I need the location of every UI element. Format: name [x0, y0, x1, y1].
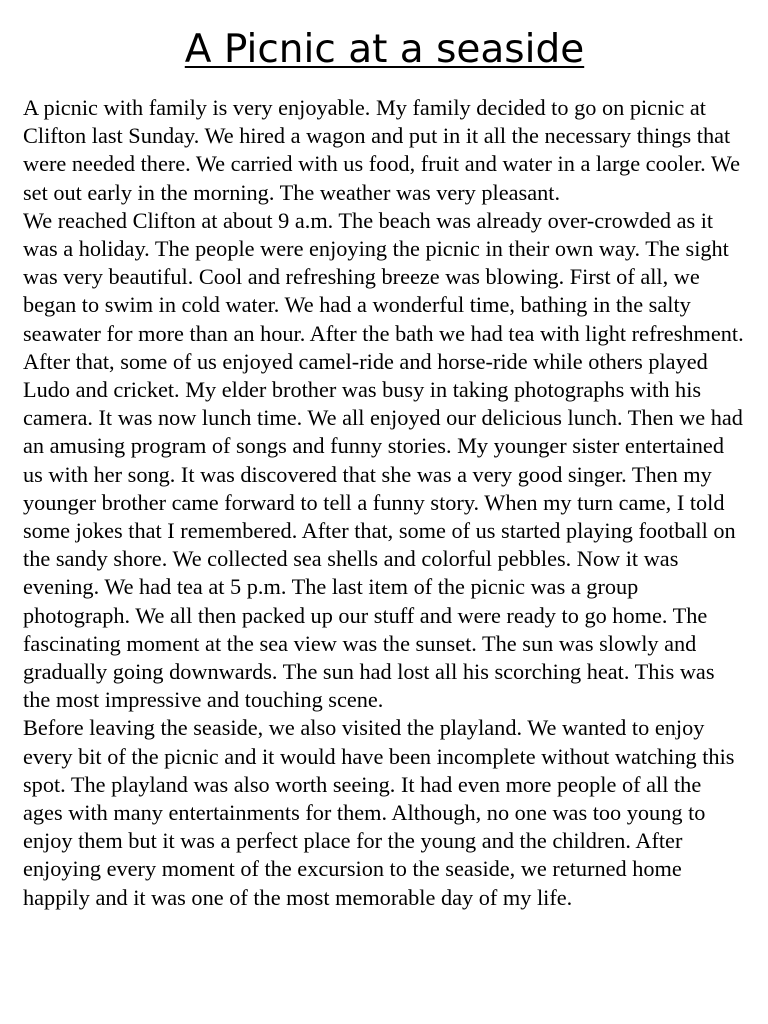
paragraph-3: Before leaving the seaside, we also visited the playland. We wanted to enjoy every bit of the picnic and it would have been incomplete without watching this spot. The playland was also worth seeing. It had even more people of all the ages with many entertainments for them. Although, no one was too young to enjoy them but it was a perfect place for the young and the children. After enjoying every moment of the excursion to the seaside, we returned home happily and it was one of the most memorable day of my life. — [23, 715, 735, 910]
paragraph-1: A picnic with family is very enjoyable. My family decided to go on picnic at Clifton last Sunday. We hired a wagon and put in it all the necessary things that were needed there. We carried with us food, fruit and water in a large cooler. We set out early in the morning. The weather was very pleasant. — [23, 95, 741, 205]
document-title: A Picnic at a seaside — [184, 27, 585, 72]
document-body — [23, 94, 746, 912]
paragraph-2: We reached Clifton at about 9 a.m. The beach was already over-crowded as it was a holiday. The people were enjoying the picnic in their own way. The sight was very beautiful. Cool and refreshing breeze was blowing. First of all, we began to swim in cold water. We had a wonderful time, bathing in the salty seawater for more than an hour. After the bath we had tea with light refreshment. After that, some of us enjoyed camel-ride and horse-ride while others played Ludo and cricket. My elder brother was busy in taking photographs with his camera. It was now lunch time. We all enjoyed our delicious lunch. Then we had an amusing program of songs and funny stories. My younger sister entertained us with her song. It was discovered that she was a very good singer. Then my younger brother came forward to tell a funny story. When my turn came, I told some jokes that I remembered. After that, some of us started playing football on the sandy shore. We collected sea shells and colorful pebbles. Now it was evening. We had tea at 5 p.m. The last item of the picnic was a group photograph. We all then packed up our stuff and were ready to go home. The fascinating moment at the sea view was the sunset. The sun was slowly and gradually going downwards. The sun had lost all his scorching heat. This was the most impressive and touching scene. — [23, 207, 744, 713]
